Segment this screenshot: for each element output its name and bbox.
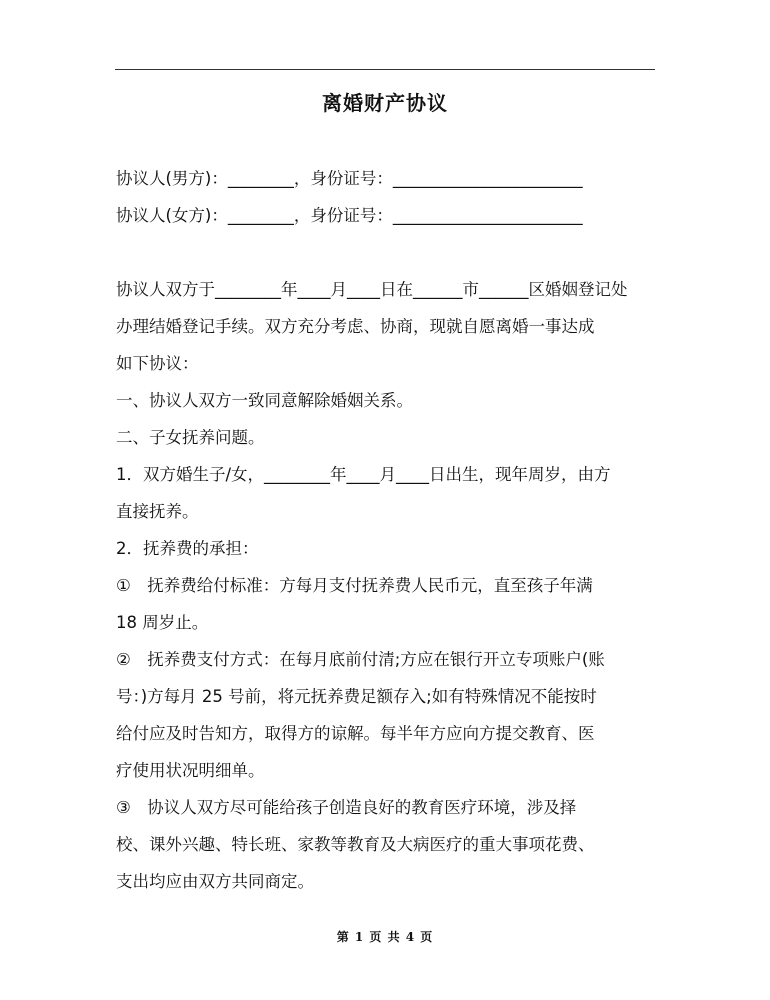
paragraph-line: ② 抚养费支付方式：在每月底前付清;方应在银行开立专项账户(账 [116, 650, 605, 669]
paragraph-line: 1．双方婚生子/女，________年____月____日出生，现年周岁，由方 [116, 465, 611, 484]
paragraph-line: 号：)方每月 25 号前，将元抚养费足额存入;如有特殊情况不能按时 [116, 687, 597, 706]
party-male-line: 协议人(男方)：________，身份证号：_______________________ [116, 169, 583, 188]
clause-heading: 二、子女抚养问题。 [116, 428, 265, 447]
paragraph-line: 如下协议： [116, 354, 199, 373]
paragraph-line: 办理结婚登记手续。双方充分考虑、协商，现就自愿离婚一事达成 [116, 317, 595, 336]
paragraph-line: 协议人双方于________年____月____日在______市______区婚姻登记处 [116, 280, 628, 299]
paragraph-line: 支出均应由双方共同商定。 [116, 872, 314, 891]
paragraph-line: 疗使用状况明细单。 [116, 761, 265, 780]
party-female-line: 协议人(女方)：________，身份证号：_______________________ [116, 206, 583, 225]
paragraph-line: ① 抚养费给付标准：方每月支付抚养费人民币元，直至孩子年满 [116, 576, 593, 595]
paragraph-line: 18 周岁止。 [116, 613, 209, 632]
paragraph-line: ③ 协议人双方尽可能给孩子创造良好的教育医疗环境，涉及择 [116, 798, 577, 817]
paragraph-line: 校、课外兴趣、特长班、家教等教育及大病医疗的重大事项花费、 [116, 835, 595, 854]
clause-heading: 2．抚养费的承担： [116, 539, 259, 558]
page-number: 第 1 页 共 4 页 [336, 930, 434, 944]
header-rule [115, 69, 655, 70]
agreement-body [116, 160, 661, 900]
paragraph-line: 给付应及时告知方，取得方的谅解。每半年方应向方提交教育、医 [116, 724, 595, 743]
clause-heading: 一、协议人双方一致同意解除婚姻关系。 [116, 391, 413, 410]
blank-line [116, 234, 661, 271]
document-title: 离婚财产协议 [322, 91, 448, 115]
paragraph-line: 直接抚养。 [116, 502, 199, 521]
